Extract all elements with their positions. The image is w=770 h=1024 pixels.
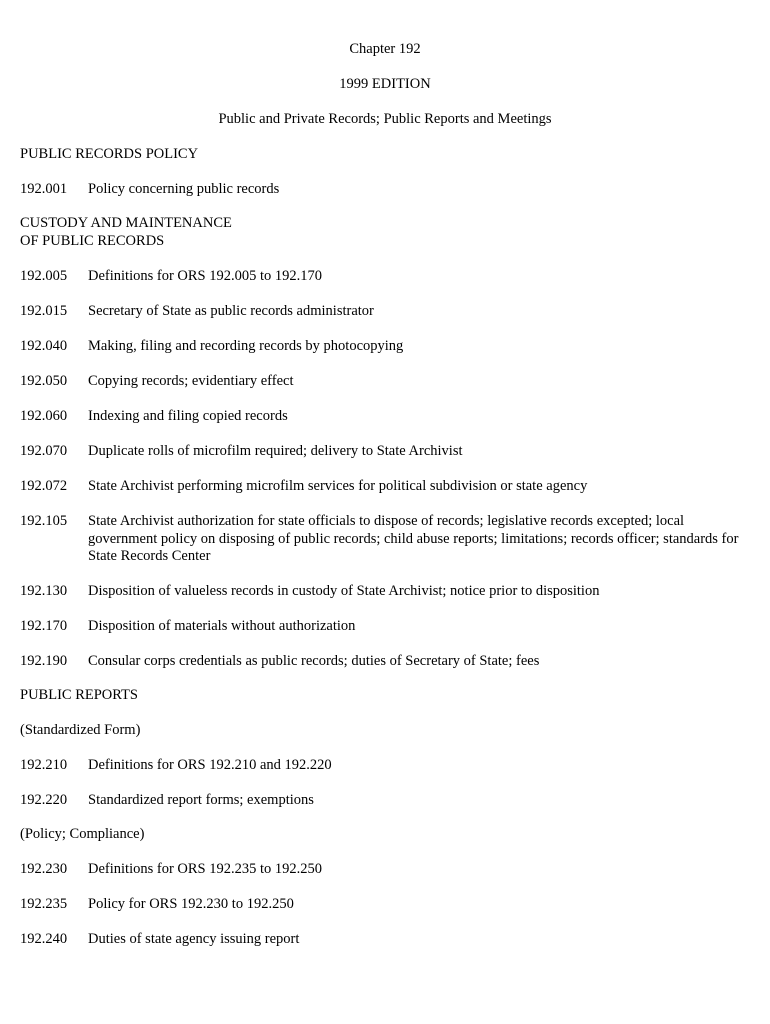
section-heading-public-records-policy: PUBLIC RECORDS POLICY bbox=[20, 146, 199, 162]
section-caption: Consular corps credentials as public records; duties of Secretary of State; fees bbox=[88, 653, 540, 669]
section-caption: Disposition of materials without authorization bbox=[88, 618, 356, 634]
subsection-heading-policy-compliance: (Policy; Compliance) bbox=[20, 826, 145, 842]
section-number: 192.072 bbox=[20, 478, 68, 494]
section-caption: Policy concerning public records bbox=[88, 181, 280, 197]
section-number: 192.050 bbox=[20, 373, 68, 389]
section-caption: Secretary of State as public records administrator bbox=[88, 303, 374, 319]
section-caption: State Archivist authorization for state officials to dispose of records; legislative records excepted; local government policy on disposing of public records; child abuse reports; limitations; records officer; standards for State Records Center bbox=[88, 513, 739, 564]
section-caption: Duplicate rolls of microfilm required; delivery to State Archivist bbox=[88, 443, 463, 459]
section-number: 192.170 bbox=[20, 618, 68, 634]
section-number: 192.070 bbox=[20, 443, 68, 459]
chapter-title: Public and Private Records; Public Reports and Meetings bbox=[218, 111, 552, 127]
section-number: 192.001 bbox=[20, 181, 68, 197]
chapter-heading: Chapter 192 bbox=[349, 41, 421, 57]
section-number: 192.130 bbox=[20, 583, 68, 599]
section-number: 192.230 bbox=[20, 861, 68, 877]
edition-heading: 1999 EDITION bbox=[339, 76, 431, 92]
section-number: 192.040 bbox=[20, 338, 68, 354]
section-number: 192.210 bbox=[20, 757, 68, 773]
section-heading-line: CUSTODY AND MAINTENANCE bbox=[20, 215, 232, 231]
section-caption: Duties of state agency issuing report bbox=[88, 931, 300, 947]
section-caption: Definitions for ORS 192.235 to 192.250 bbox=[88, 861, 323, 877]
section-number: 192.005 bbox=[20, 268, 68, 284]
section-heading-public-reports: PUBLIC REPORTS bbox=[20, 687, 138, 703]
section-number: 192.220 bbox=[20, 792, 68, 808]
section-number: 192.105 bbox=[20, 513, 68, 529]
section-caption: Definitions for ORS 192.005 to 192.170 bbox=[88, 268, 323, 284]
section-number: 192.015 bbox=[20, 303, 68, 319]
section-caption: Policy for ORS 192.230 to 192.250 bbox=[88, 896, 294, 912]
section-caption: Definitions for ORS 192.210 and 192.220 bbox=[88, 757, 332, 773]
section-heading-line: OF PUBLIC RECORDS bbox=[20, 232, 165, 249]
subsection-heading-standardized-form: (Standardized Form) bbox=[20, 722, 141, 738]
section-caption: Making, filing and recording records by photocopying bbox=[88, 338, 404, 354]
section-caption: State Archivist performing microfilm services for political subdivision or state agency bbox=[88, 478, 588, 494]
section-number: 192.190 bbox=[20, 653, 68, 669]
section-number: 192.235 bbox=[20, 896, 68, 912]
section-caption: Disposition of valueless records in custody of State Archivist; notice prior to disposition bbox=[88, 583, 600, 599]
section-heading-custody bbox=[20, 215, 755, 250]
section-caption: Indexing and filing copied records bbox=[88, 408, 288, 424]
section-caption: Copying records; evidentiary effect bbox=[88, 373, 294, 389]
section-number: 192.060 bbox=[20, 408, 68, 424]
section-number: 192.240 bbox=[20, 931, 68, 947]
section-caption: Standardized report forms; exemptions bbox=[88, 792, 314, 808]
